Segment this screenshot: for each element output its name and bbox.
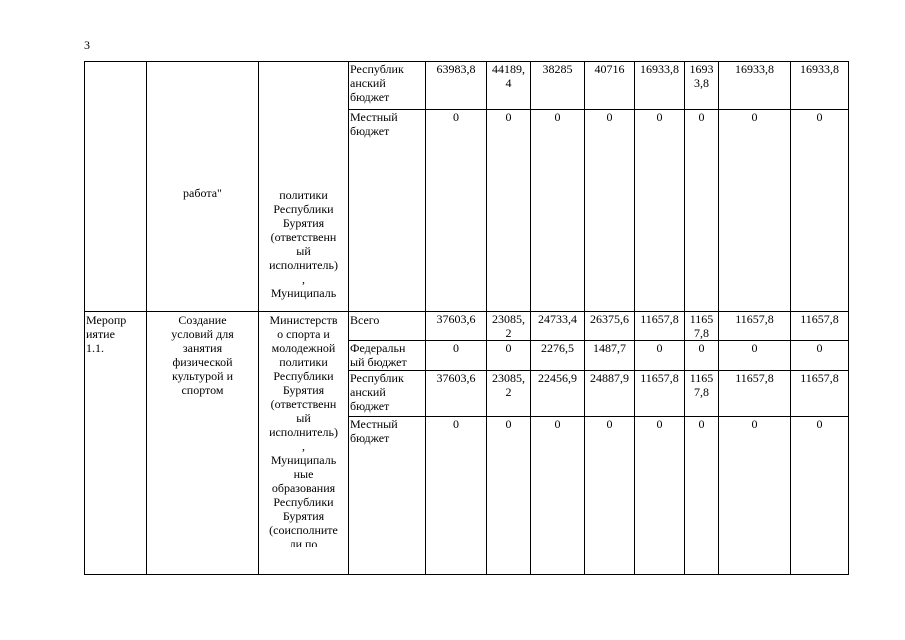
fund-source-label: Местный бюджет — [349, 110, 426, 312]
cell-measure-number: Меропр иятие 1.1. — [85, 312, 147, 575]
value-cell: 37603,6 — [426, 312, 487, 341]
value-cell: 0 — [531, 110, 585, 312]
value-cell: 0 — [685, 110, 719, 312]
cell-measure-name: Создание условий для занятия физической культурой и спортом — [147, 312, 259, 575]
value-cell: 2276,5 — [531, 341, 585, 371]
value-cell: 38285 — [531, 62, 585, 110]
value-cell: 26375,6 — [585, 312, 635, 341]
value-cell: 44189, 4 — [487, 62, 531, 110]
value-cell: 1165 7,8 — [685, 371, 719, 417]
value-cell: 0 — [426, 341, 487, 371]
value-cell: 11657,8 — [719, 371, 791, 417]
value-cell: 1693 3,8 — [685, 62, 719, 110]
value-cell: 0 — [719, 417, 791, 575]
page-number: 3 — [84, 38, 90, 52]
value-cell: 63983,8 — [426, 62, 487, 110]
value-cell: 11657,8 — [719, 312, 791, 341]
fund-source-label: Республик анский бюджет — [349, 371, 426, 417]
value-cell: 11657,8 — [635, 312, 685, 341]
value-cell: 0 — [791, 341, 849, 371]
value-cell: 0 — [719, 341, 791, 371]
value-cell: 37603,6 — [426, 371, 487, 417]
value-cell: 0 — [426, 417, 487, 575]
value-cell: 16933,8 — [791, 62, 849, 110]
value-cell: 1487,7 — [585, 341, 635, 371]
value-cell: 0 — [585, 110, 635, 312]
value-cell: 23085, 2 — [487, 312, 531, 341]
value-cell: 0 — [487, 110, 531, 312]
value-cell: 0 — [635, 341, 685, 371]
value-cell: 11657,8 — [791, 312, 849, 341]
value-cell: 0 — [585, 417, 635, 575]
value-cell: 0 — [635, 417, 685, 575]
fund-source-label: Федеральн ый бюджет — [349, 341, 426, 371]
value-cell: 0 — [685, 417, 719, 575]
cell-empty — [85, 62, 147, 312]
value-cell: 11657,8 — [791, 371, 849, 417]
value-cell: 24887,9 — [585, 371, 635, 417]
value-cell: 0 — [487, 417, 531, 575]
value-cell: 0 — [635, 110, 685, 312]
value-cell: 22456,9 — [531, 371, 585, 417]
value-cell: 0 — [685, 341, 719, 371]
table-row — [85, 62, 849, 110]
value-cell: 0 — [791, 417, 849, 575]
value-cell: 23085, 2 — [487, 371, 531, 417]
value-cell: 24733,4 — [531, 312, 585, 341]
cell-measure-executor: Министерств о спорта и молодежной политики Республики Бурятия (ответственн ый исполнитель) , Муниципаль ные образования Республики Бурятия (соисполните ли по — [259, 312, 349, 575]
table-row — [85, 312, 849, 341]
value-cell: 0 — [426, 110, 487, 312]
fund-source-label: Всего — [349, 312, 426, 341]
value-cell: 0 — [791, 110, 849, 312]
cell-activity-name: работа" — [147, 62, 259, 312]
cell-executor: политики Республики Бурятия (ответственн ый исполнитель) , Муниципаль — [259, 62, 349, 312]
value-cell: 40716 — [585, 62, 635, 110]
fund-source-label: Республик анский бюджет — [349, 62, 426, 110]
value-cell: 0 — [487, 341, 531, 371]
value-cell: 0 — [719, 110, 791, 312]
value-cell: 0 — [531, 417, 585, 575]
budget-table — [84, 61, 849, 575]
fund-source-label: Местный бюджет — [349, 417, 426, 575]
value-cell: 1165 7,8 — [685, 312, 719, 341]
value-cell: 16933,8 — [719, 62, 791, 110]
value-cell: 16933,8 — [635, 62, 685, 110]
value-cell: 11657,8 — [635, 371, 685, 417]
